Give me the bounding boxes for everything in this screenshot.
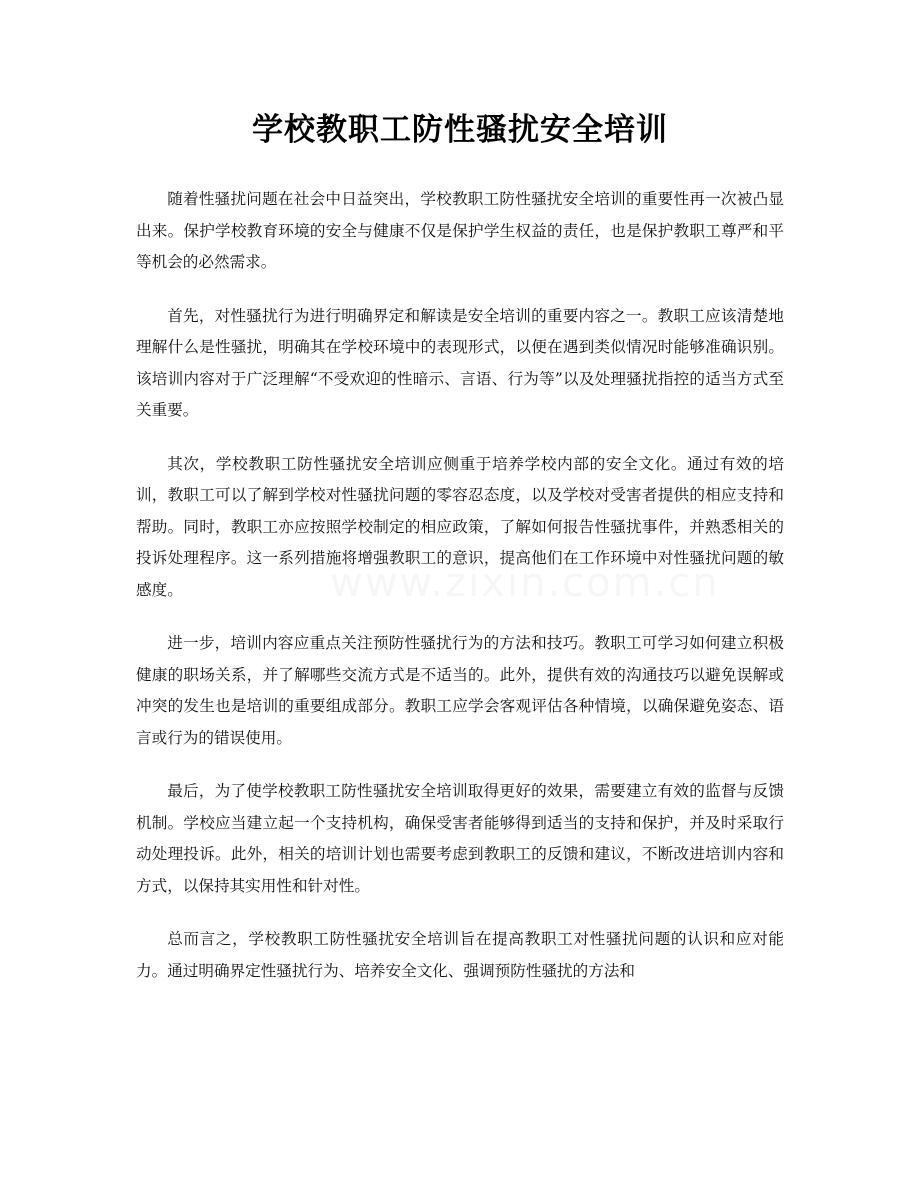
paragraph-first: 首先，对性骚扰行为进行明确界定和解读是安全培训的重要内容之一。教职工应该清楚地理解什么是性骚扰，明确其在学校环境中的表现形式，以便在遇到类似情况时能够准确识别。该培训内容对于广泛理解“不受欢迎的性暗示、言语、行为等”以及处理骚扰指控的适当方式至关重要。	[136, 306, 784, 419]
paragraph-conclusion: 总而言之，学校教职工防性骚扰安全培训旨在提高教职工对性骚扰问题的认识和应对能力。通过明确界定性骚扰行为、培养安全文化、强调预防性骚扰的方法和	[136, 930, 784, 980]
paragraph-finally: 最后，为了使学校教职工防性骚扰安全培训取得更好的效果，需要建立有效的监督与反馈机制。学校应当建立起一个支持机构，确保受害者能够得到适当的支持和保护，并及时采取行动处理投诉。此外，相关的培训计划也需要考虑到教职工的反馈和建议，不断改进培训内容和方式，以保持其实用性和针对性。	[136, 782, 784, 895]
document-body	[136, 184, 784, 1009]
paragraph-second: 其次，学校教职工防性骚扰安全培训应侧重于培养学校内部的安全文化。通过有效的培训，教职工可以了解到学校对性骚扰问题的零容忍态度，以及学校对受害者提供的相应支持和帮助。同时，教职工亦应按照学校制定的相应政策，了解如何报告性骚扰事件，并熟悉相关的投诉处理程序。这一系列措施将增强教职工的意识，提高他们在工作环境中对性骚扰问题的敏感度。	[136, 454, 784, 599]
paragraph-intro: 随着性骚扰问题在社会中日益突出，学校教职工防性骚扰安全培训的重要性再一次被凸显出来。保护学校教育环境的安全与健康不仅是保护学生权益的责任，也是保护教职工尊严和平等机会的必然需求。	[136, 190, 784, 271]
paragraph-further: 进一步，培训内容应重点关注预防性骚扰行为的方法和技巧。教职工可学习如何建立积极健康的职场关系，并了解哪些交流方式是不适当的。此外，提供有效的沟通技巧以避免误解或冲突的发生也是培训的重要组成部分。教职工应学会客观评估各种情境，以确保避免姿态、语言或行为的错误使用。	[136, 634, 784, 747]
document-title: 学校教职工防性骚扰安全培训	[252, 112, 668, 148]
watermark: www.zixin.com.cn	[330, 560, 720, 606]
